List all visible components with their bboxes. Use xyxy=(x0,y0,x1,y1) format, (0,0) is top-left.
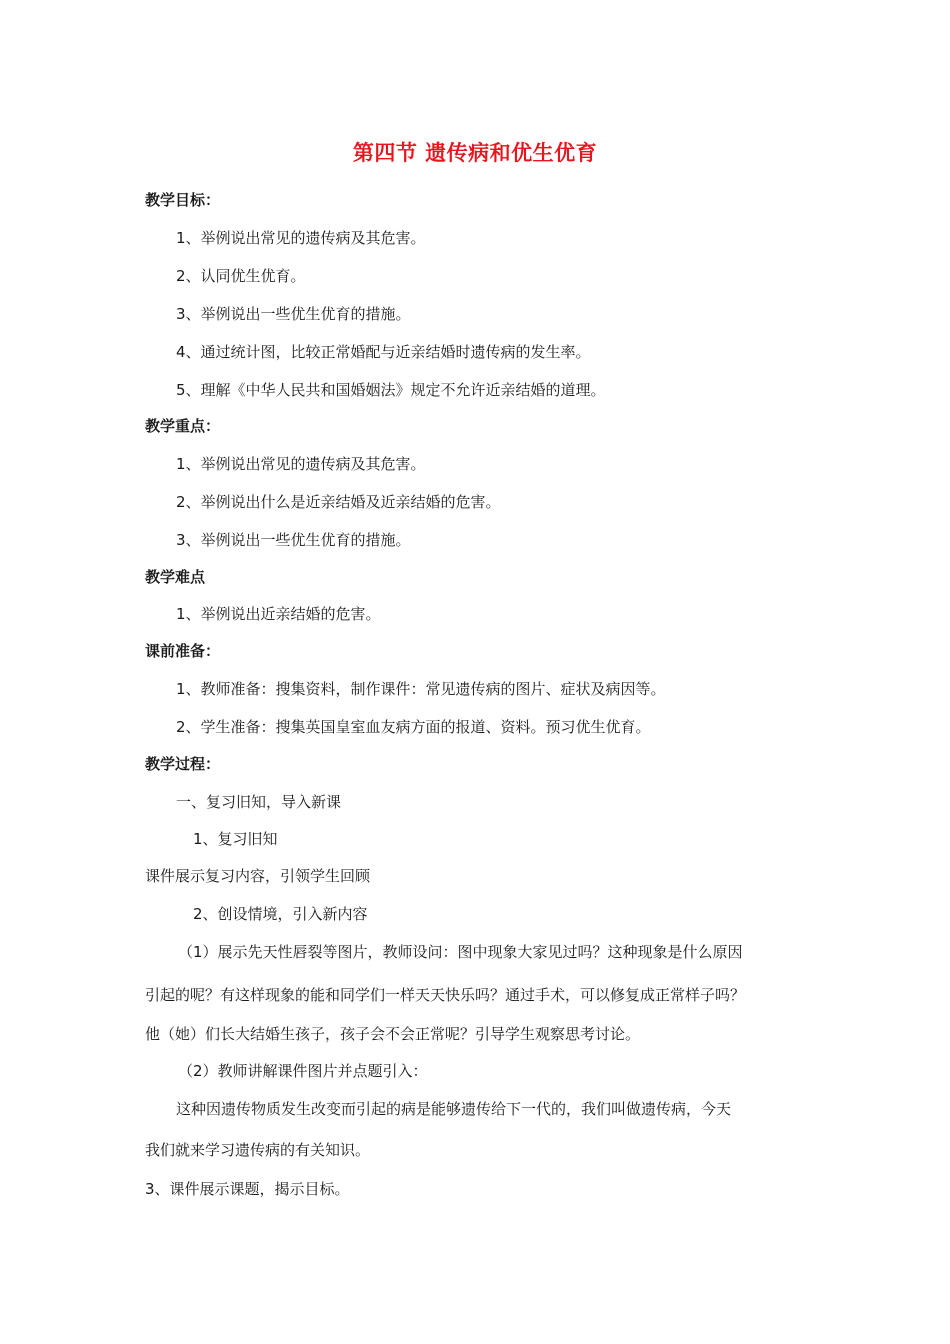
key-point-item-1: 1、举例说出常见的遗传病及其危害。 xyxy=(176,455,426,473)
objective-item-2: 2、认同优生优育。 xyxy=(176,267,306,285)
process-line: 一、复习旧知，导入新课 xyxy=(176,793,342,811)
objective-item-3: 3、举例说出一些优生优育的措施。 xyxy=(176,305,411,323)
document-title: 第四节 遗传病和优生优育 xyxy=(352,141,598,165)
process-heading: 教学过程： xyxy=(145,755,221,773)
difficulties-heading: 教学难点 xyxy=(145,568,206,586)
preparation-heading: 课前准备： xyxy=(145,642,221,660)
process-line: 课件展示复习内容，引领学生回顾 xyxy=(145,867,371,885)
process-line: 这种因遗传物质发生改变而引起的病是能够遗传给下一代的，我们叫做遗传病，今天 xyxy=(176,1100,732,1118)
key-point-item-2: 2、举例说出什么是近亲结婚及近亲结婚的危害。 xyxy=(176,493,501,511)
objective-item-5: 5、理解《中华人民共和国婚姻法》规定不允许近亲结婚的道理。 xyxy=(176,381,606,399)
process-line: 2、创设情境，引入新内容 xyxy=(193,905,368,923)
objectives-heading: 教学目标： xyxy=(145,191,221,209)
process-line: 他（她）们长大结婚生孩子，孩子会不会正常呢？引导学生观察思考讨论。 xyxy=(145,1025,641,1043)
key-points-heading: 教学重点： xyxy=(145,417,221,435)
process-line: 3、课件展示课题，揭示目标。 xyxy=(145,1180,350,1198)
preparation-item-1: 1、教师准备：搜集资料，制作课件：常见遗传病的图片、症状及病因等。 xyxy=(176,680,666,698)
process-line: 我们就来学习遗传病的有关知识。 xyxy=(145,1141,371,1159)
process-line: （2）教师讲解课件图片并点题引入： xyxy=(178,1062,428,1080)
process-line: 引起的呢？有这样现象的能和同学们一样天天快乐吗？通过手术，可以修复成正常样子吗？ xyxy=(145,986,746,1004)
objective-item-1: 1、举例说出常见的遗传病及其危害。 xyxy=(176,229,426,247)
preparation-item-2: 2、学生准备：搜集英国皇室血友病方面的报道、资料。预习优生优育。 xyxy=(176,718,651,736)
objective-item-4: 4、通过统计图，比较正常婚配与近亲结婚时遗传病的发生率。 xyxy=(176,343,591,361)
difficulty-item-1: 1、举例说出近亲结婚的危害。 xyxy=(176,605,381,623)
key-point-item-3: 3、举例说出一些优生优育的措施。 xyxy=(176,531,411,549)
process-line: （1）展示先天性唇裂等图片，教师设问：图中现象大家见过吗？这种现象是什么原因 xyxy=(178,943,743,961)
process-line: 1、复习旧知 xyxy=(193,830,278,848)
